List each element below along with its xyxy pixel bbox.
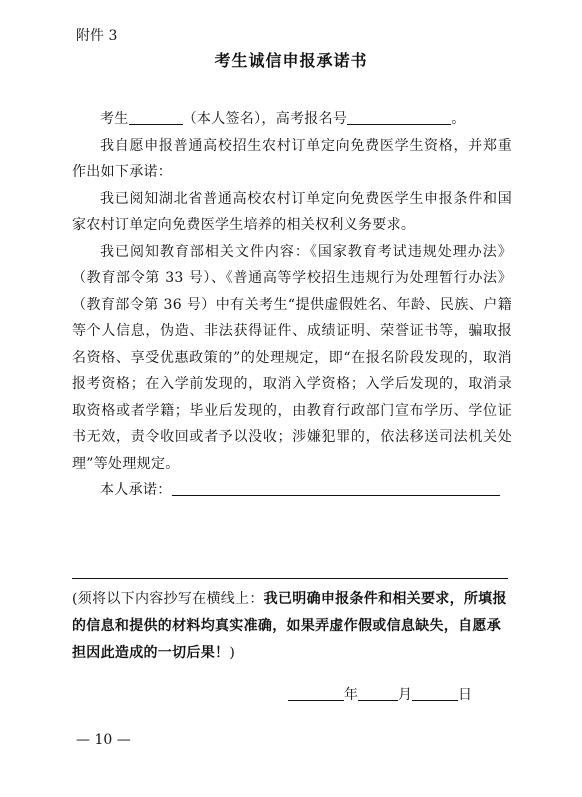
candidate-line <box>72 106 512 133</box>
year-label: 年 <box>344 687 358 703</box>
paragraph-1: 我自愿申报普通高校招生农村订单定向免费医学生资格，并郑重作出如下承诺： <box>72 137 512 180</box>
handwriting-line[interactable] <box>72 578 508 579</box>
document-body <box>72 106 512 504</box>
copy-instruction <box>72 586 514 667</box>
instruction-prefix: (须将以下内容抄写在横线上： <box>72 591 264 607</box>
day-blank[interactable] <box>412 686 458 701</box>
paragraph-3: 我已阅知教育部相关文件内容：《国家教育考试违规处理办法》（教育部令第 33 号）、《普通高等学校招生违规行为处理暂行办法》（教育部令第 36 号）中有关考生“提供虚假姓名、年龄、民族、户籍等个人信息，伪造、非法获得证件、成绩证明、荣誉证书等，骗取报名资格、享受优惠政策的”的处理规定，即“在报名阶段发现的，取消报考资格；在入学前发现的，取消入学资格；入学后发现的，取消录取资格或者学籍；毕业后发现的，由教育行政部门宣布学历、学位证书无效，责令收回或者予以没收；涉嫌犯罪的，依法移送司法机关处理”等处理规定。 <box>72 243 512 472</box>
document-title: 考生诚信申报承诺书 <box>214 51 368 70</box>
signature-blank[interactable] <box>129 110 183 125</box>
promise-blank[interactable] <box>172 481 500 496</box>
instruction-suffix: ) <box>229 645 236 661</box>
signature-note: （本人签名），高考报名号 <box>182 111 348 127</box>
date-line <box>288 684 472 704</box>
instruction-bold-text: 我已明确申报条件和相关要求，所填报的信息和提供的材料均真实准确，如果弄虚作假或信息缺失，自愿承担因此造成的一切后果！ <box>72 591 507 661</box>
paragraph-2: 我已阅知湖北省普通高校农村订单定向免费医学生申报条件和国家农村订单定向免费医学生培养的相关权利义务要求。 <box>72 190 512 233</box>
registration-number-blank[interactable] <box>347 110 451 125</box>
end-mark: 。 <box>451 111 466 127</box>
page-number: — 10 — <box>76 732 131 748</box>
month-blank[interactable] <box>358 686 398 701</box>
year-blank[interactable] <box>288 686 344 701</box>
promise-line <box>72 477 512 504</box>
month-label: 月 <box>398 687 412 703</box>
day-label: 日 <box>458 687 472 703</box>
promise-label: 本人承诺： <box>100 482 172 498</box>
annex-label: 附件 3 <box>76 28 118 44</box>
candidate-label: 考生 <box>100 111 129 127</box>
